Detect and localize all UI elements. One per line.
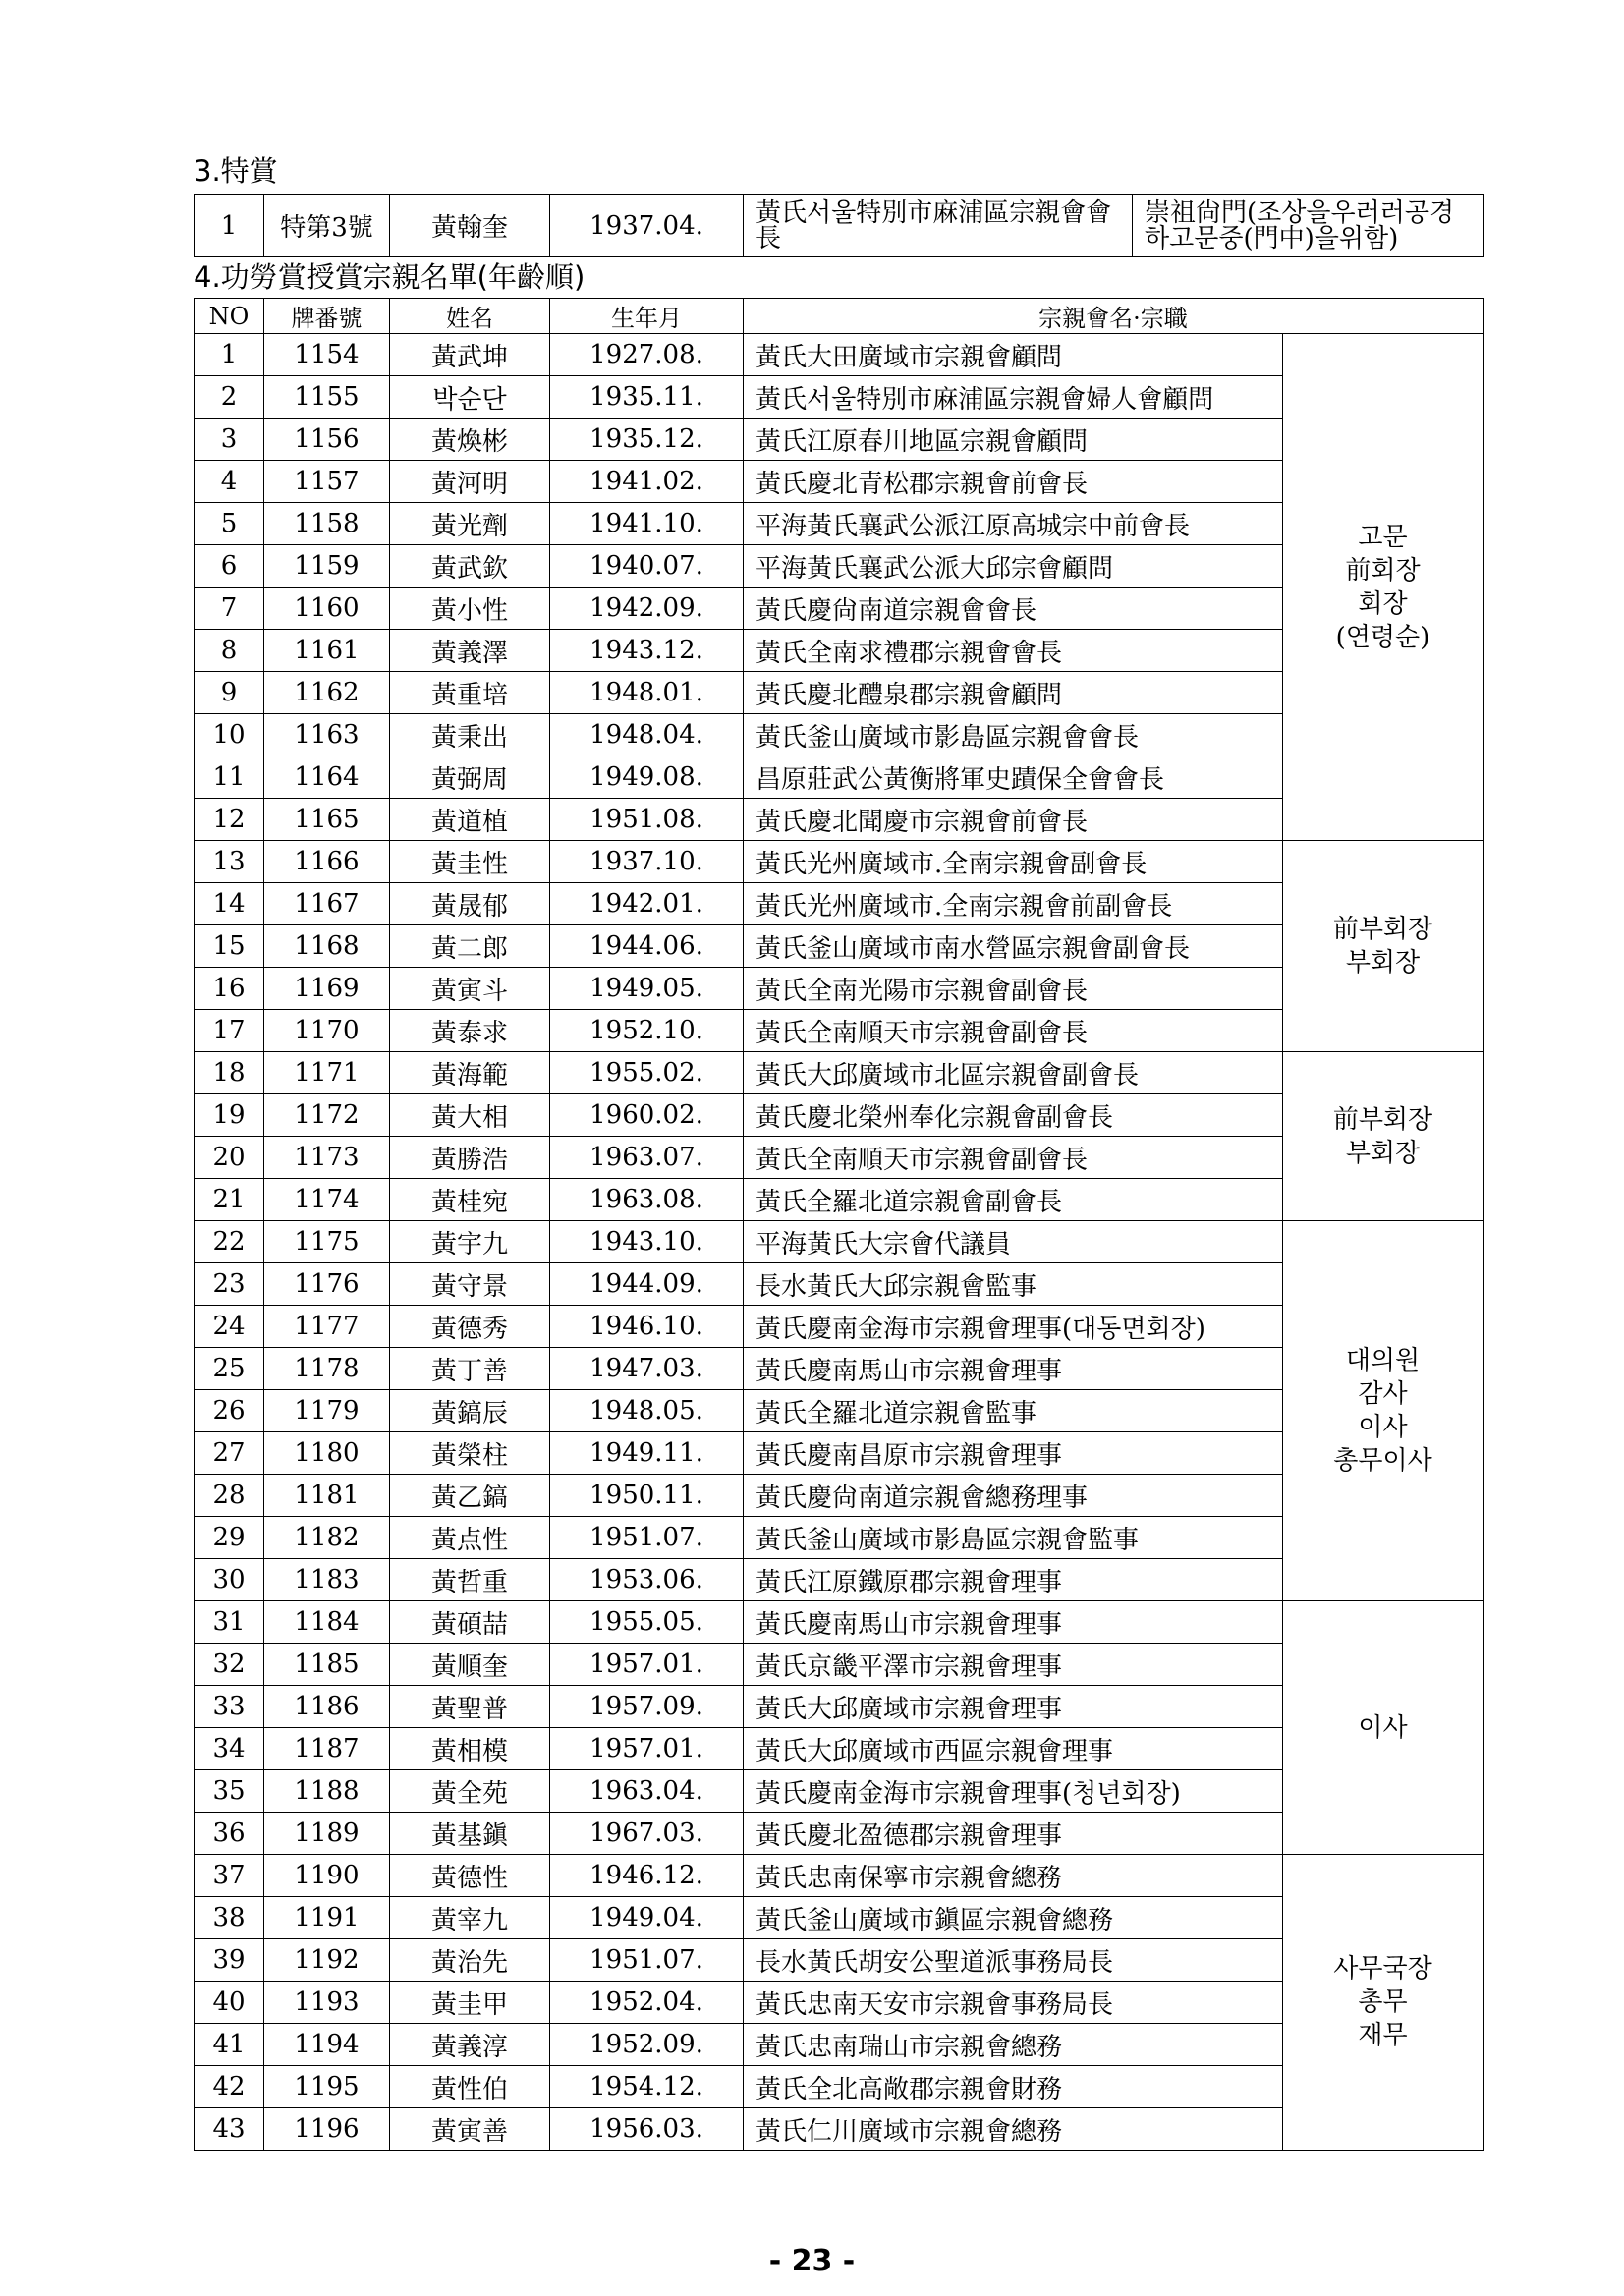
row-position: 黃氏慶尙南道宗親會總務理事 — [744, 1475, 1283, 1517]
row-name: 黃義淳 — [390, 2024, 550, 2066]
row-position: 黃氏仁川廣域市宗親會總務 — [744, 2108, 1283, 2151]
row-name: 黃武坤 — [390, 334, 550, 376]
row-position: 黃氏釜山廣域市南水營區宗親會副會長 — [744, 925, 1283, 968]
row-no: 20 — [195, 1137, 264, 1179]
row-name: 黃哲重 — [390, 1559, 550, 1601]
row-no: 19 — [195, 1094, 264, 1137]
row-name: 黃守景 — [390, 1263, 550, 1306]
row-birth: 1944.06. — [550, 925, 744, 968]
row-name: 黃道植 — [390, 799, 550, 841]
role-group-label — [1283, 334, 1484, 841]
row-position: 黃氏慶尙南道宗親會會長 — [744, 588, 1283, 630]
row-plate: 1186 — [264, 1686, 390, 1728]
row-position: 黃氏江原春川地區宗親會顧問 — [744, 419, 1283, 461]
row-birth: 1935.12. — [550, 419, 744, 461]
row-plate: 1195 — [264, 2066, 390, 2108]
row-birth: 1963.04. — [550, 1770, 744, 1813]
row-plate: 1178 — [264, 1348, 390, 1390]
role-group-label — [1283, 1601, 1484, 1855]
row-plate: 1183 — [264, 1559, 390, 1601]
row-birth: 1927.08. — [550, 334, 744, 376]
row-no: 27 — [195, 1432, 264, 1475]
row-name: 黃性伯 — [390, 2066, 550, 2108]
row-no: 36 — [195, 1813, 264, 1855]
row-name: 黃聖普 — [390, 1686, 550, 1728]
section-4-heading: 4.功勞賞授賞宗親名單(年齡順) — [194, 260, 586, 294]
row-no: 8 — [195, 630, 264, 672]
row-plate: 1175 — [264, 1221, 390, 1263]
row-position: 黃氏忠南天安市宗親會事務局長 — [744, 1982, 1283, 2024]
row-plate: 1180 — [264, 1432, 390, 1475]
row-position: 平海黃氏襄武公派大邱宗會顧問 — [744, 545, 1283, 588]
role-group-line: 회장 — [1358, 588, 1408, 619]
row-position: 黃氏忠南保寧市宗親會總務 — [744, 1855, 1283, 1897]
row-birth: 1948.05. — [550, 1390, 744, 1432]
row-plate: 1191 — [264, 1897, 390, 1939]
table-row — [195, 1221, 1484, 1263]
row-name: 黃泰求 — [390, 1010, 550, 1052]
row-birth: 1948.04. — [550, 714, 744, 756]
row-no: 4 — [195, 461, 264, 503]
row-position: 黃氏慶南金海市宗親會理事(대동면회장) — [744, 1306, 1283, 1348]
table-row — [195, 1052, 1484, 1094]
row-no: 17 — [195, 1010, 264, 1052]
row-position: 黃氏慶北盈德郡宗親會理事 — [744, 1813, 1283, 1855]
row-position: 黃氏光州廣域市.全南宗親會前副會長 — [744, 883, 1283, 925]
row-name: 黃海範 — [390, 1052, 550, 1094]
row-name: 黃宰九 — [390, 1897, 550, 1939]
row-plate: 1193 — [264, 1982, 390, 2024]
role-group-line: 감사 — [1358, 1379, 1408, 1409]
row-position: 黃氏全羅北道宗親會監事 — [744, 1390, 1283, 1432]
row-plate: 1171 — [264, 1052, 390, 1094]
table-header-row — [195, 299, 1484, 334]
row-no: 7 — [195, 588, 264, 630]
row-plate: 1165 — [264, 799, 390, 841]
row-plate: 1168 — [264, 925, 390, 968]
row-no: 31 — [195, 1601, 264, 1644]
row-birth: 1951.08. — [550, 799, 744, 841]
row-name: 黃光劑 — [390, 503, 550, 545]
row-name: 黃圭性 — [390, 841, 550, 883]
row-plate: 1154 — [264, 334, 390, 376]
row-name: 黃弼周 — [390, 756, 550, 799]
row-birth: 1952.04. — [550, 1982, 744, 2024]
row-no: 29 — [195, 1517, 264, 1559]
row-birth: 1949.11. — [550, 1432, 744, 1475]
row-no: 38 — [195, 1897, 264, 1939]
row-birth: 1949.05. — [550, 968, 744, 1010]
row-plate: 1196 — [264, 2108, 390, 2151]
row-position: 平海黃氏大宗會代議員 — [744, 1221, 1283, 1263]
special-award-table — [194, 194, 1484, 257]
row-plate: 1192 — [264, 1939, 390, 1982]
header-name: 姓名 — [390, 299, 550, 334]
row-name: 黃煥彬 — [390, 419, 550, 461]
row-name: 黃河明 — [390, 461, 550, 503]
row-name: 黃寅斗 — [390, 968, 550, 1010]
row-position: 黃氏慶南馬山市宗親會理事 — [744, 1601, 1283, 1644]
row-name: 黃勝浩 — [390, 1137, 550, 1179]
role-group-line: (연령순) — [1335, 622, 1430, 652]
row-no: 33 — [195, 1686, 264, 1728]
row-name: 黃治先 — [390, 1939, 550, 1982]
role-group-line: 고문 — [1358, 522, 1408, 552]
row-birth: 1960.02. — [550, 1094, 744, 1137]
row-position: 黃氏慶北青松郡宗親會前會長 — [744, 461, 1283, 503]
row-position: 黃氏釜山廣域市影島區宗親會監事 — [744, 1517, 1283, 1559]
row-no: 16 — [195, 968, 264, 1010]
row-birth: 1956.03. — [550, 2108, 744, 2151]
row-birth: 1957.01. — [550, 1728, 744, 1770]
role-group-label — [1283, 1221, 1484, 1601]
row-no: 13 — [195, 841, 264, 883]
header-no: NO — [195, 299, 264, 334]
special-name: 黃翰奎 — [390, 195, 550, 257]
row-no: 34 — [195, 1728, 264, 1770]
row-plate: 1189 — [264, 1813, 390, 1855]
row-plate: 1167 — [264, 883, 390, 925]
row-birth: 1950.11. — [550, 1475, 744, 1517]
row-name: 黃相模 — [390, 1728, 550, 1770]
row-birth: 1957.01. — [550, 1644, 744, 1686]
row-no: 12 — [195, 799, 264, 841]
row-no: 32 — [195, 1644, 264, 1686]
row-name: 黃二郎 — [390, 925, 550, 968]
row-position: 黃氏慶北聞慶市宗親會前會長 — [744, 799, 1283, 841]
row-no: 22 — [195, 1221, 264, 1263]
row-birth: 1954.12. — [550, 2066, 744, 2108]
row-position: 黃氏全南求禮郡宗親會會長 — [744, 630, 1283, 672]
role-group-line: 前부회장 — [1332, 1104, 1433, 1135]
row-plate: 1162 — [264, 672, 390, 714]
row-no: 21 — [195, 1179, 264, 1221]
row-position: 長水黃氏胡安公聖道派事務局長 — [744, 1939, 1283, 1982]
row-no: 15 — [195, 925, 264, 968]
row-position: 黃氏大邱廣域市北區宗親會副會長 — [744, 1052, 1283, 1094]
table-row — [195, 1855, 1484, 1897]
row-no: 9 — [195, 672, 264, 714]
role-group-line: 대의원 — [1345, 1346, 1421, 1375]
row-position: 黃氏釜山廣域市鎭區宗親會總務 — [744, 1897, 1283, 1939]
row-birth: 1940.07. — [550, 545, 744, 588]
row-no: 18 — [195, 1052, 264, 1094]
row-position: 黃氏慶南昌原市宗親會理事 — [744, 1432, 1283, 1475]
row-plate: 1163 — [264, 714, 390, 756]
row-plate: 1194 — [264, 2024, 390, 2066]
row-birth: 1955.02. — [550, 1052, 744, 1094]
row-position: 黃氏忠南瑞山市宗親會總務 — [744, 2024, 1283, 2066]
row-position: 黃氏全南順天市宗親會副會長 — [744, 1010, 1283, 1052]
row-no: 40 — [195, 1982, 264, 2024]
row-name: 黃武欽 — [390, 545, 550, 588]
row-name: 黃圭甲 — [390, 1982, 550, 2024]
row-no: 30 — [195, 1559, 264, 1601]
role-group-line: 前부회장 — [1332, 915, 1433, 944]
row-birth: 1946.12. — [550, 1855, 744, 1897]
row-no: 25 — [195, 1348, 264, 1390]
merit-award-table — [194, 298, 1484, 2151]
row-plate: 1172 — [264, 1094, 390, 1137]
row-no: 28 — [195, 1475, 264, 1517]
row-plate: 1174 — [264, 1179, 390, 1221]
special-position: 黃氏서울特別市麻浦區宗親會會長 — [744, 195, 1133, 257]
row-name: 黃德秀 — [390, 1306, 550, 1348]
row-plate: 1184 — [264, 1601, 390, 1644]
row-birth: 1943.12. — [550, 630, 744, 672]
row-plate: 1155 — [264, 376, 390, 419]
row-no: 39 — [195, 1939, 264, 1982]
role-group-line: 총무 — [1358, 1988, 1408, 2017]
row-birth: 1946.10. — [550, 1306, 744, 1348]
row-name: 黃義澤 — [390, 630, 550, 672]
row-position: 黃氏全南光陽市宗親會副會長 — [744, 968, 1283, 1010]
role-group-line: 총무이사 — [1333, 1446, 1432, 1476]
row-no: 42 — [195, 2066, 264, 2108]
row-name: 黃秉出 — [390, 714, 550, 756]
row-birth: 1937.10. — [550, 841, 744, 883]
row-position: 黃氏大邱廣域市西區宗親會理事 — [744, 1728, 1283, 1770]
row-plate: 1158 — [264, 503, 390, 545]
special-reason: 崇祖尙門(조상을우러러공경하고문중(門中)을위함) — [1133, 195, 1484, 257]
row-plate: 1173 — [264, 1137, 390, 1179]
row-plate: 1187 — [264, 1728, 390, 1770]
role-group-line: 부회장 — [1345, 1138, 1421, 1168]
row-plate: 1179 — [264, 1390, 390, 1432]
row-name: 黃榮柱 — [390, 1432, 550, 1475]
row-no: 6 — [195, 545, 264, 588]
row-position: 黃氏京畿平澤市宗親會理事 — [744, 1644, 1283, 1686]
row-plate: 1160 — [264, 588, 390, 630]
row-position: 黃氏全北高敞郡宗親會財務 — [744, 2066, 1283, 2108]
section-3-heading: 3.特賞 — [194, 154, 278, 188]
row-name: 黃順奎 — [390, 1644, 550, 1686]
row-position: 黃氏全南順天市宗親會副會長 — [744, 1137, 1283, 1179]
row-plate: 1182 — [264, 1517, 390, 1559]
row-no: 10 — [195, 714, 264, 756]
row-plate: 1169 — [264, 968, 390, 1010]
row-name: 黃基鎭 — [390, 1813, 550, 1855]
row-birth: 1941.10. — [550, 503, 744, 545]
special-birth: 1937.04. — [550, 195, 744, 257]
header-birth: 生年月 — [550, 299, 744, 334]
row-position: 黃氏慶北醴泉郡宗親會顧問 — [744, 672, 1283, 714]
row-position: 昌原莊武公黃衡將軍史蹟保全會會長 — [744, 756, 1283, 799]
row-name: 黃大相 — [390, 1094, 550, 1137]
row-plate: 1181 — [264, 1475, 390, 1517]
row-plate: 1188 — [264, 1770, 390, 1813]
row-no: 5 — [195, 503, 264, 545]
row-position: 黃氏全羅北道宗親會副會長 — [744, 1179, 1283, 1221]
row-birth: 1955.05. — [550, 1601, 744, 1644]
row-plate: 1176 — [264, 1263, 390, 1306]
role-group-label — [1283, 1052, 1484, 1221]
row-no: 24 — [195, 1306, 264, 1348]
row-birth: 1951.07. — [550, 1517, 744, 1559]
row-birth: 1942.09. — [550, 588, 744, 630]
row-no: 37 — [195, 1855, 264, 1897]
row-position: 黃氏慶南金海市宗親會理事(청년회장) — [744, 1770, 1283, 1813]
table-row — [195, 841, 1484, 883]
row-name: 黃鎬辰 — [390, 1390, 550, 1432]
row-name: 黃晟郁 — [390, 883, 550, 925]
special-award-row — [195, 195, 1484, 257]
row-no: 23 — [195, 1263, 264, 1306]
row-birth: 1941.02. — [550, 461, 744, 503]
role-group-label — [1283, 841, 1484, 1052]
role-group-label — [1283, 1855, 1484, 2151]
row-name: 黃碩喆 — [390, 1601, 550, 1644]
row-plate: 1159 — [264, 545, 390, 588]
row-name: 黃重培 — [390, 672, 550, 714]
row-position: 長水黃氏大邱宗親會監事 — [744, 1263, 1283, 1306]
row-plate: 1164 — [264, 756, 390, 799]
row-no: 41 — [195, 2024, 264, 2066]
row-no: 11 — [195, 756, 264, 799]
row-plate: 1190 — [264, 1855, 390, 1897]
row-no: 1 — [195, 334, 264, 376]
row-name: 黃小性 — [390, 588, 550, 630]
row-birth: 1947.03. — [550, 1348, 744, 1390]
row-name: 黃乙鎬 — [390, 1475, 550, 1517]
special-no: 1 — [195, 195, 264, 257]
row-birth: 1949.04. — [550, 1897, 744, 1939]
row-birth: 1935.11. — [550, 376, 744, 419]
row-name: 黃寅善 — [390, 2108, 550, 2151]
row-position: 黃氏大邱廣域市宗親會理事 — [744, 1686, 1283, 1728]
row-no: 26 — [195, 1390, 264, 1432]
role-group-line: 이사 — [1358, 1712, 1408, 1743]
row-birth: 1951.07. — [550, 1939, 744, 1982]
row-position: 黃氏慶北榮州奉化宗親會副會長 — [744, 1094, 1283, 1137]
row-name: 黃宇九 — [390, 1221, 550, 1263]
row-no: 3 — [195, 419, 264, 461]
table-row — [195, 334, 1484, 376]
row-position: 黃氏光州廣域市.全南宗親會副會長 — [744, 841, 1283, 883]
row-birth: 1963.07. — [550, 1137, 744, 1179]
role-group-line: 사무국장 — [1333, 1954, 1432, 1984]
row-no: 14 — [195, 883, 264, 925]
award-table-body — [195, 334, 1484, 2151]
special-plate: 特第3號 — [264, 195, 390, 257]
row-birth: 1963.08. — [550, 1179, 744, 1221]
row-name: 黃丁善 — [390, 1348, 550, 1390]
row-no: 35 — [195, 1770, 264, 1813]
row-name: 黃德性 — [390, 1855, 550, 1897]
row-birth: 1967.03. — [550, 1813, 744, 1855]
row-birth: 1957.09. — [550, 1686, 744, 1728]
table-row — [195, 1601, 1484, 1644]
role-group-line: 재무 — [1358, 2021, 1408, 2050]
row-plate: 1161 — [264, 630, 390, 672]
row-no: 43 — [195, 2108, 264, 2151]
row-birth: 1952.10. — [550, 1010, 744, 1052]
row-name: 黃全苑 — [390, 1770, 550, 1813]
row-birth: 1953.06. — [550, 1559, 744, 1601]
header-position: 宗親會名·宗職 — [744, 299, 1484, 334]
row-birth: 1949.08. — [550, 756, 744, 799]
role-group-line: 前회장 — [1345, 555, 1421, 586]
row-birth: 1944.09. — [550, 1263, 744, 1306]
row-plate: 1170 — [264, 1010, 390, 1052]
header-plate: 牌番號 — [264, 299, 390, 334]
row-birth: 1948.01. — [550, 672, 744, 714]
row-position: 平海黃氏襄武公派江原高城宗中前會長 — [744, 503, 1283, 545]
row-plate: 1166 — [264, 841, 390, 883]
row-plate: 1177 — [264, 1306, 390, 1348]
row-position: 黃氏江原鐵原郡宗親會理事 — [744, 1559, 1283, 1601]
role-group-line: 부회장 — [1345, 948, 1421, 978]
row-plate: 1156 — [264, 419, 390, 461]
row-position: 黃氏大田廣域市宗親會顧問 — [744, 334, 1283, 376]
row-plate: 1185 — [264, 1644, 390, 1686]
row-position: 黃氏慶南馬山市宗親會理事 — [744, 1348, 1283, 1390]
row-name: 黃桂宛 — [390, 1179, 550, 1221]
row-position: 黃氏서울特別市麻浦區宗親會婦人會顧問 — [744, 376, 1283, 419]
row-name: 박순단 — [390, 376, 550, 419]
row-no: 2 — [195, 376, 264, 419]
row-birth: 1943.10. — [550, 1221, 744, 1263]
row-name: 黃点性 — [390, 1517, 550, 1559]
row-birth: 1952.09. — [550, 2024, 744, 2066]
row-plate: 1157 — [264, 461, 390, 503]
row-position: 黃氏釜山廣域市影島區宗親會會長 — [744, 714, 1283, 756]
row-birth: 1942.01. — [550, 883, 744, 925]
role-group-line: 이사 — [1358, 1413, 1408, 1442]
page-number: - 23 - — [768, 2244, 856, 2278]
